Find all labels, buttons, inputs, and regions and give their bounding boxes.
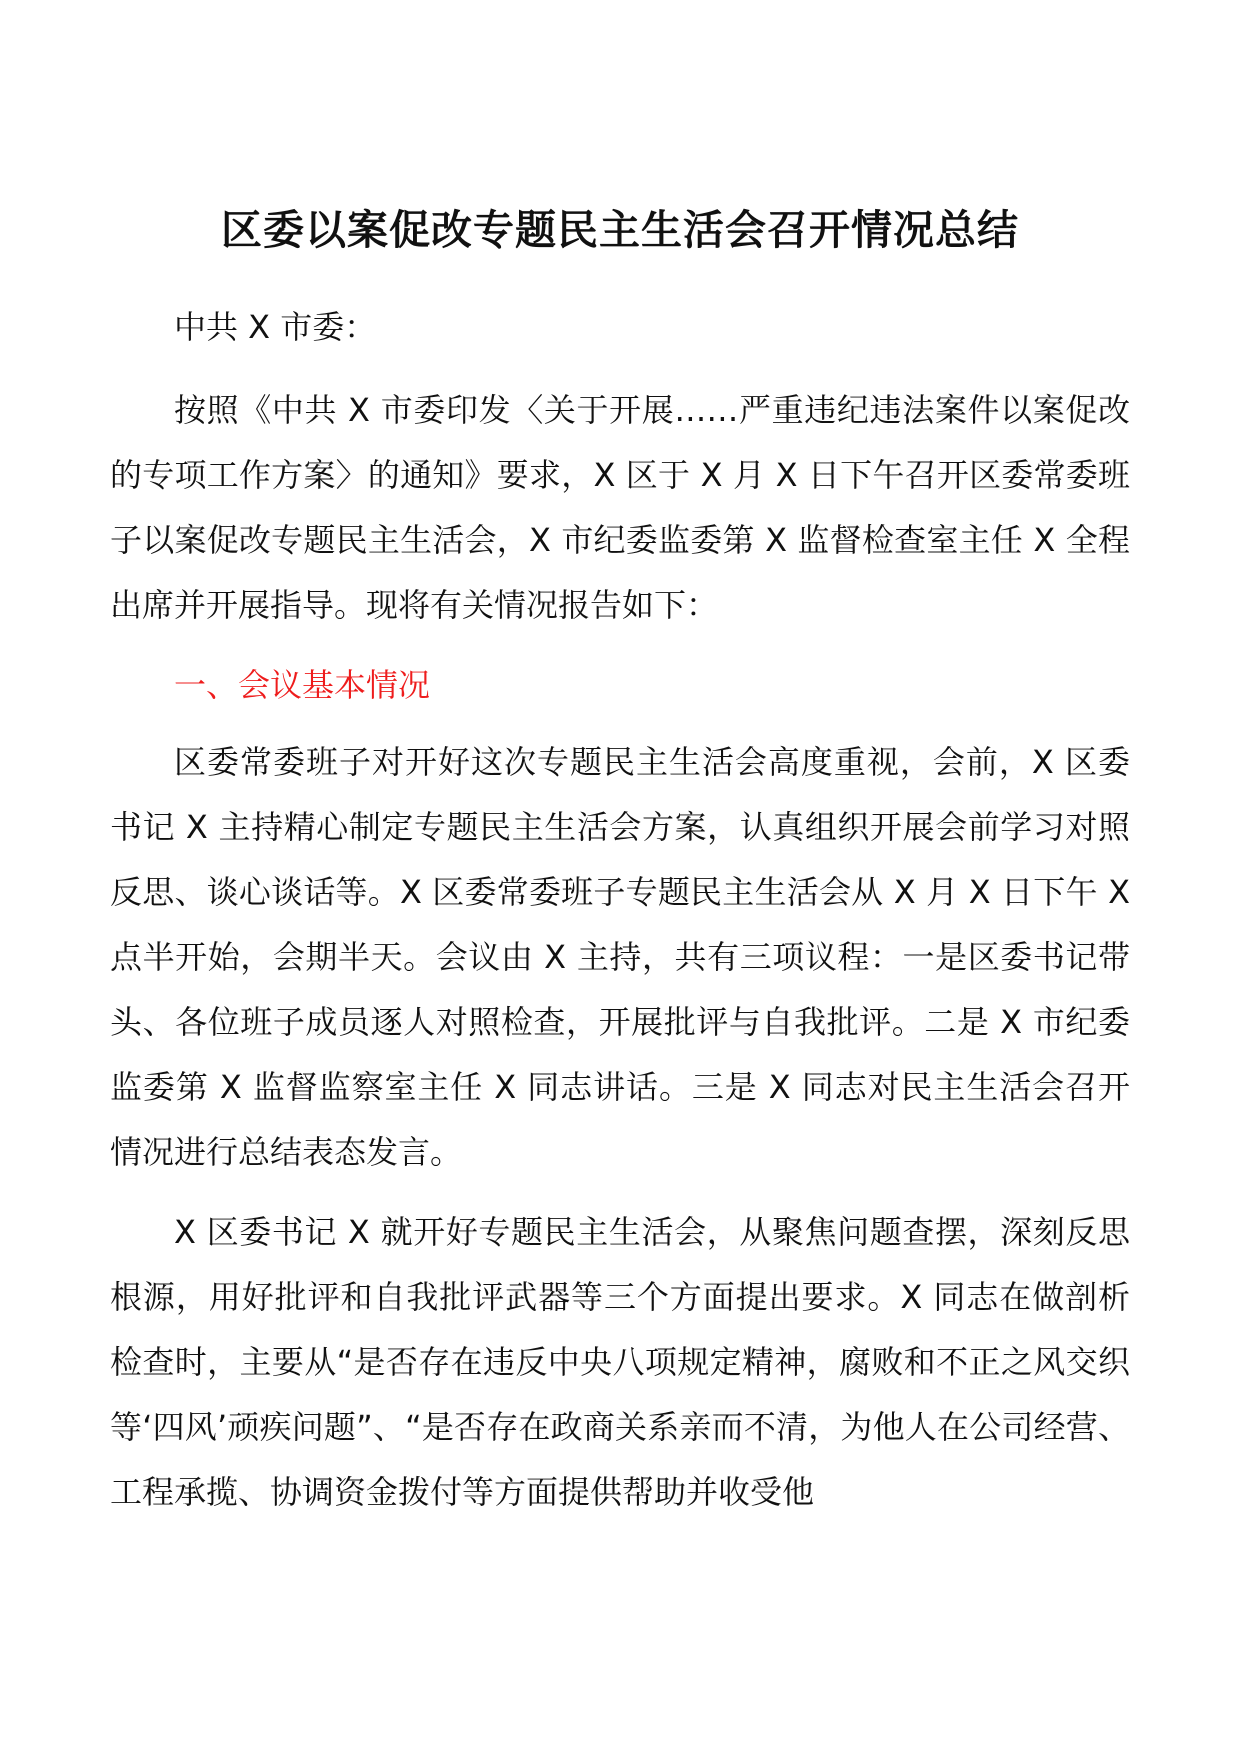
section1-paragraph-2: X 区委书记 X 就开好专题民主生活会，从聚焦问题查摆，深刻反思根源，用好批评和自我批评武器等三个方面提出要求。X 同志在做剖析检查时，主要从“是否存在违反中央八项规定精神，腐败和不正之风交织等‘四风’顽疾问题”、“是否存在政商关系亲而不清，为他人在公司经营、工程承揽、协调资金拨付等方面提供帮助并收受他 [110, 1213, 1130, 1511]
section1-paragraph-1: 区委常委班子对开好这次专题民主生活会高度重视，会前，X 区委书记 X 主持精心制定专题民主生活会方案，认真组织开展会前学习对照反思、谈心谈话等。X 区委常委班子专题民主生活会从 X 月 X 日下午 X 点半开始，会期半天。会议由 X 主持，共有三项议程：一是区委书记带头、各位班子成员逐人对照检查，开展批评与自我批评。二是 X 市纪委监委第 X 监督监察室主任 X 同志讲话。三是 X 同志对民主生活会召开情况进行总结表态发言。 [110, 743, 1130, 1171]
salutation: 中共 X 市委： [174, 308, 377, 346]
document-body [110, 295, 1130, 1540]
intro-paragraph: 按照《中共 X 市委印发〈关于开展……严重违纪违法案件以案促改的专项工作方案〉的通知》要求，X 区于 X 月 X 日下午召开区委常委班子以案促改专题民主生活会，X 市纪委监委第 X 监督检查室主任 X 全程出席并开展指导。现将有关情况报告如下： [110, 391, 1130, 624]
section-heading-1: 一、会议基本情况 [174, 666, 431, 704]
document-title: 区委以案促改专题民主生活会召开情况总结 [221, 206, 1019, 254]
